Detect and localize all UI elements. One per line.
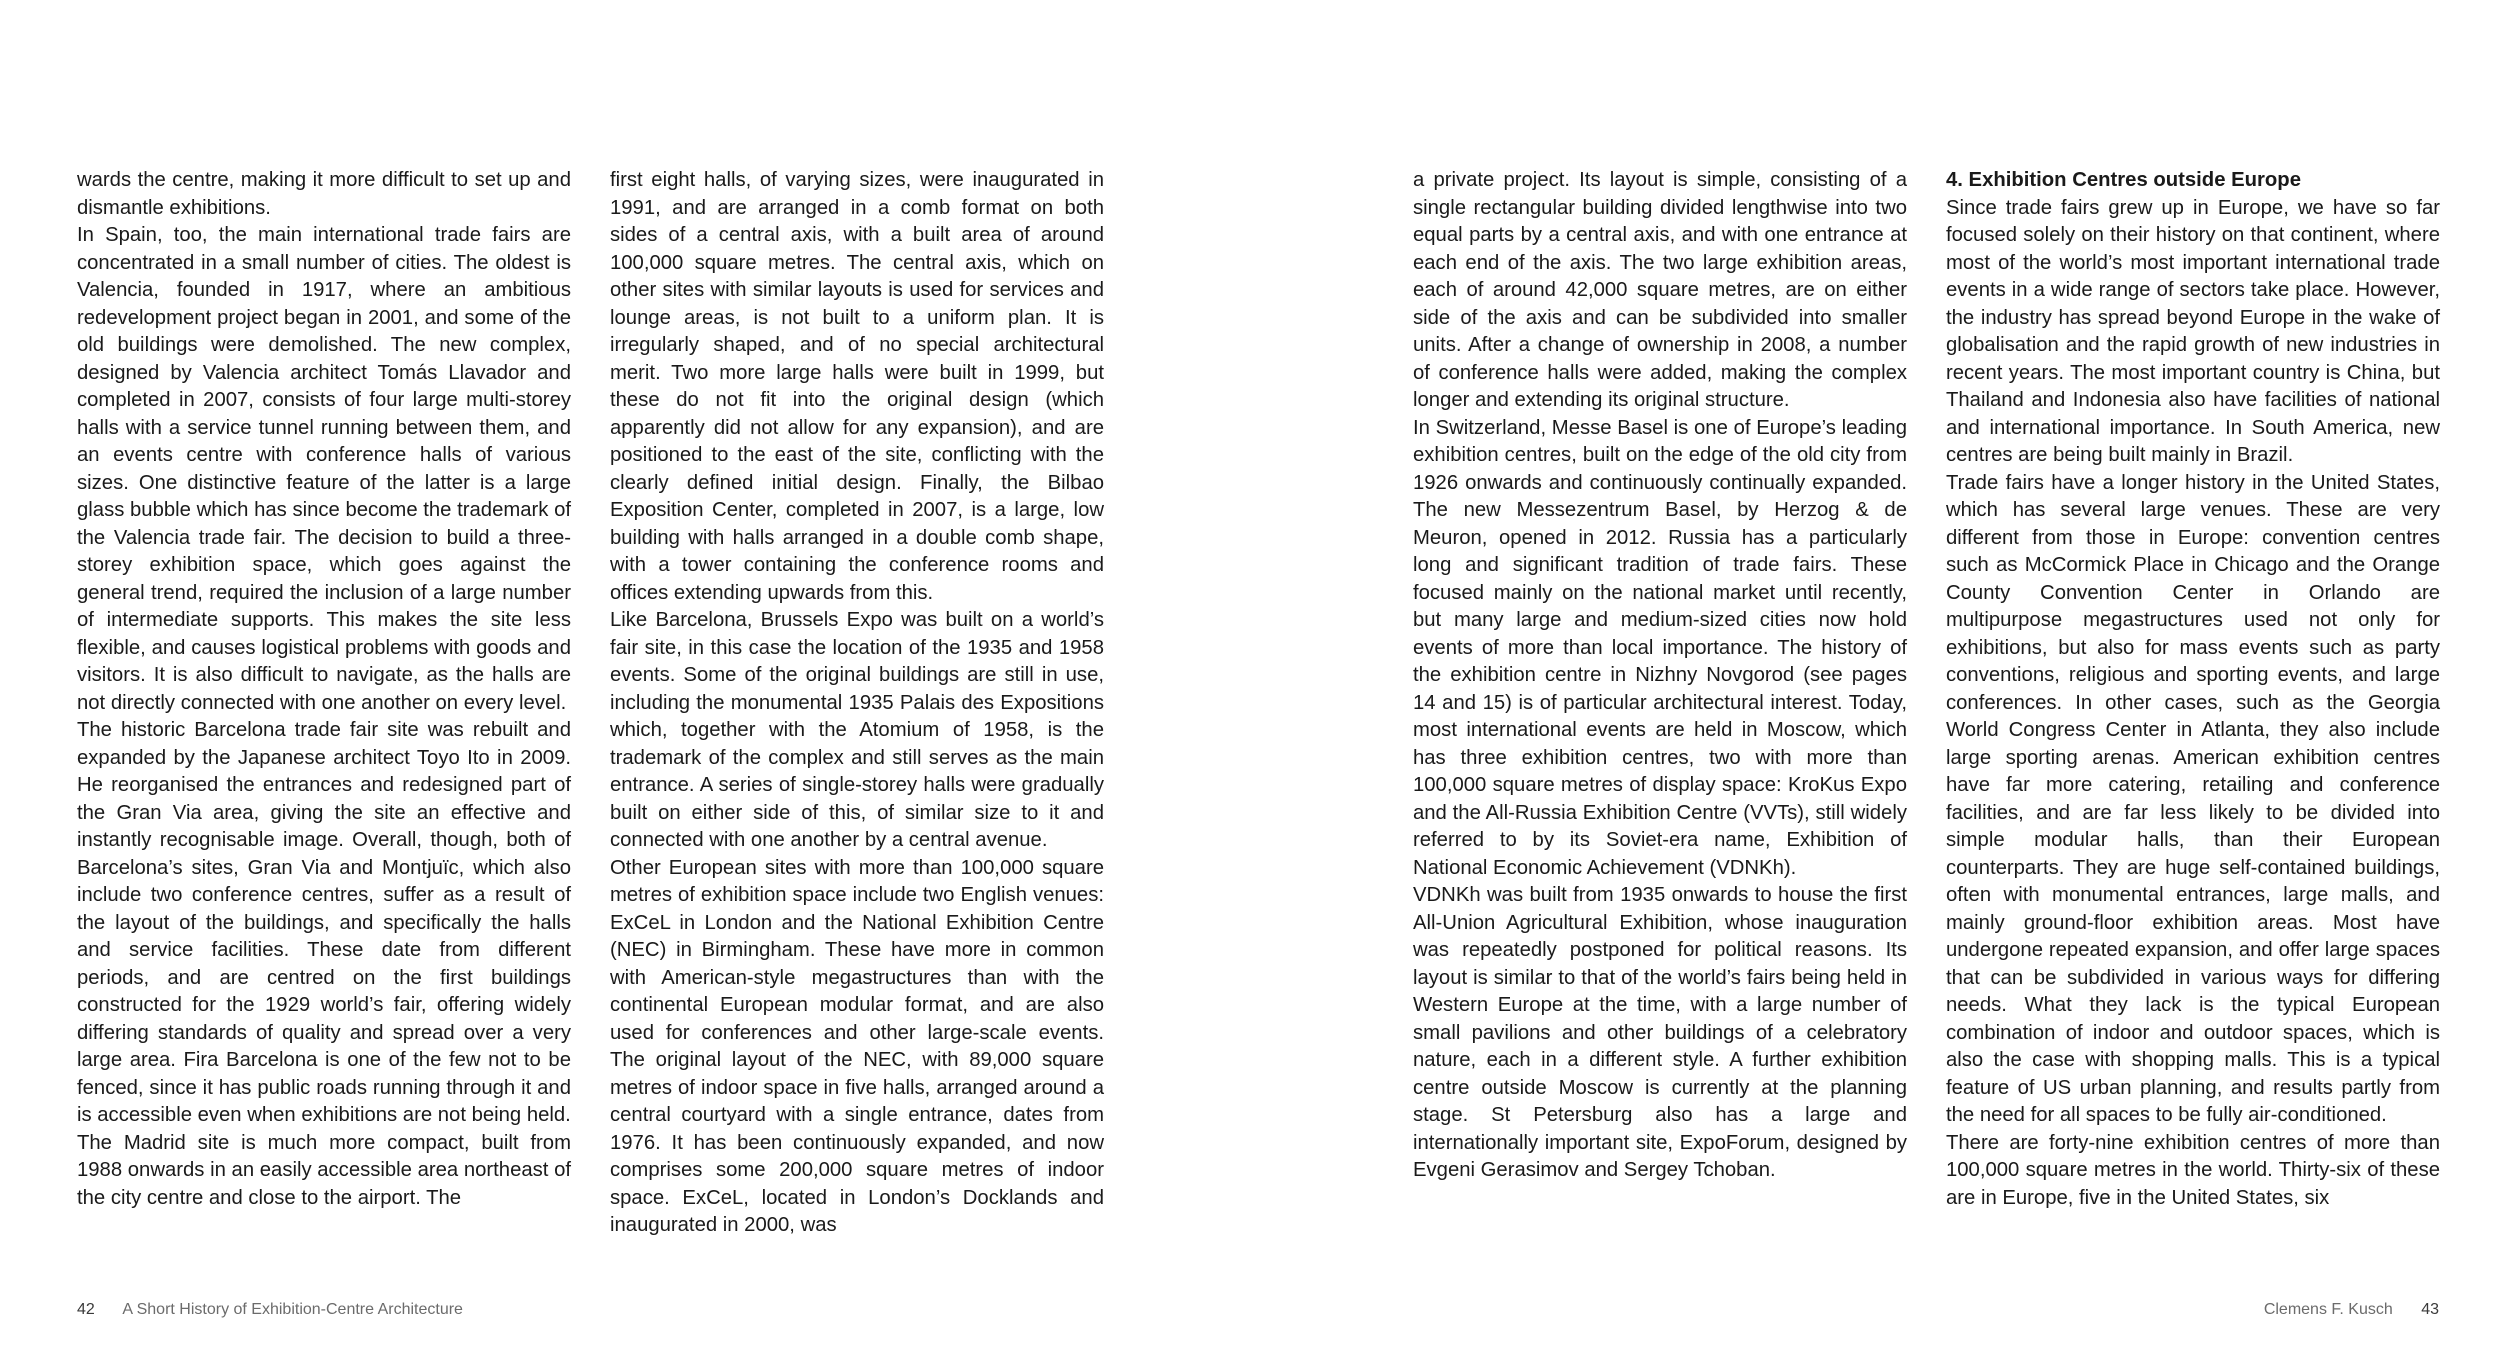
paragraph: Like Barcelona, Brussels Expo was built on a world’s fair site, in this case the location of the 1935 and 1958 events. Some of the original buildings are still in use, including the monumental 1935 Palais des Expositions which, together with the Atomium of 1958, is the trademark of the complex and still serves as the main entrance. A series of single-storey halls were gradually built on either side of this, of similar size to it and connected with one another by a central avenue.	[610, 609, 1104, 851]
paragraph: wards the centre, making it more difficult to set up and dismantle exhibitions.	[77, 169, 571, 219]
paragraph: The historic Barcelona trade fair site was rebuilt and expanded by the Japanese architect Toyo Ito in 2009. He reorganised the entrances and redesigned part of the Gran Via area, giving the site an effective and instantly recognisable image. Overall, though, both of Barcelona’s sites, Gran Via and Montjuïc, which also include two conference centres, suffer as a result of the layout of the buildings, and specifically the halls and service facilities. These date from different periods, and are centred on the first buildings constructed for the 1929 world’s fair, offering widely differing standards of quality and spread over a very large area. Fira Barcelona is one of the few not to be fenced, since it has public roads running through it and is accessible even when exhibitions are not being held.	[77, 719, 571, 1126]
author-name: Clemens F. Kusch	[2263, 1301, 2393, 1318]
left-page-column-1	[77, 167, 571, 1212]
paragraph: The Madrid site is much more compact, built from 1988 onwards in an easily accessible area northeast of the city centre and close to the airport. The	[77, 1131, 571, 1209]
right-page-column-1	[1413, 167, 1907, 1185]
running-title: A Short History of Exhibition-Centre Architecture	[122, 1301, 463, 1318]
paragraph: first eight halls, of varying sizes, were inaugurated in 1991, and are arranged in a comb format on both sides of a central axis, with a built area of around 100,000 square metres. The central axis, which on other sites with similar layouts is used for services and lounge areas, is not built to a uniform plan. It is irregularly shaped, and of no special architectural merit. Two more large halls were built in 1999, but these do not fit into the original design (which apparently did not allow for any expansion), and are positioned to the east of the site, conflicting with the clearly defined initial design. Finally, the Bilbao Exposition Center, completed in 2007, is a large, low building with halls arranged in a double comb shape, with a tower containing the conference rooms and offices extending upwards from this.	[610, 169, 1104, 604]
paragraph: There are forty-nine exhibition centres of more than 100,000 square metres in the world. Thirty-six of these are in Europe, five in the United States, six	[1946, 1131, 2440, 1209]
paragraph: VDNKh was built from 1935 onwards to house the first All-Union Agricultural Exhibition, whose inauguration was repeatedly postponed for political reasons. Its layout is similar to that of the world’s fairs being held in Western Europe at the time, with a large number of small pavilions and other buildings of a celebratory nature, each in a different style. A further exhibition centre outside Moscow is currently at the planning stage. St Petersburg also has a large and internationally important site, ExpoForum, designed by Evgeni Gerasimov and Sergey Tchoban.	[1413, 884, 1907, 1181]
paragraph: Other European sites with more than 100,000 square metres of exhibition space include two English venues: ExCeL in London and the National Exhibition Centre (NEC) in Birmingham. These have more in common with American-style megastructures than with the continental European modular format, and are also used for conferences and other large-scale events. The original layout of the NEC, with 89,000 square metres of indoor space in five halls, arranged around a central courtyard with a single entrance, dates from 1976. It has been continuously expanded, and now comprises some 200,000 square metres of indoor space. ExCeL, located in London’s Docklands and inaugurated in 2000, was	[610, 856, 1104, 1236]
paragraph: In Spain, too, the main international trade fairs are concentrated in a small number of cities. The oldest is Valencia, founded in 1917, where an ambitious redevelopment project began in 2001, and some of the old buildings were demolished. The new complex, designed by Valencia architect Tomás Llavador and completed in 2007, consists of four large multi-storey halls with a service tunnel running between them, and an events centre with conference halls of various sizes. One distinctive feature of the latter is a large glass bubble which has since become the trademark of the Valencia trade fair. The decision to build a three-storey exhibition space, which goes against the general trend, required the inclusion of a large number of intermediate supports. This makes the site less flexible, and causes logistical problems with goods and visitors. It is also difficult to navigate, as the halls are not directly connected with one another on every level.	[77, 224, 571, 714]
paragraph: Trade fairs have a longer history in the United States, which has several large venues. These are very different from those in Europe: convention centres such as McCormick Place in Chicago and the Orange County Convention Center in Orlando are multipurpose megastructures used not only for exhibitions, but also for mass events such as party conventions, religious and sporting events, and large conferences. In other cases, such as the Georgia World Congress Center in Atlanta, they also include large sporting arenas. American exhibition centres have far more catering, retailing and conference facilities, and are far less likely to be divided into simple modular halls, than their European counterparts. They are huge self-contained buildings, often with monumental entrances, large malls, and mainly ground-floor exhibition areas. Most have undergone repeated expansion, and offer large spaces that can be subdivided in various ways for differing needs. What they lack is the typical European combination of indoor and outdoor spaces, which is also the case with shopping malls. This is a typical feature of US urban planning, and results partly from the need for all spaces to be fully air-conditioned.	[1946, 471, 2440, 1126]
section-heading: 4. Exhibition Centres outside Europe	[1946, 169, 2301, 191]
paragraph: Since trade fairs grew up in Europe, we have so far focused solely on their history on that continent, where most of the world’s most important international trade events in a wide range of sectors take place. However, the industry has spread beyond Europe in the wake of globalisation and the rapid growth of new industries in recent years. The most important country is China, but Thailand and Indonesia also have facilities of national and international importance. In South America, new centres are being built mainly in Brazil.	[1946, 196, 2440, 466]
right-page-footer	[2264, 1300, 2439, 1320]
paragraph: a private project. Its layout is simple, consisting of a single rectangular building divided lengthwise into two equal parts by a central axis, and with one entrance at each end of the axis. The two large exhibition areas, each of around 42,000 square metres, are on either side of the axis and can be subdivided into smaller units. After a change of ownership in 2008, a number of conference halls were added, making the complex longer and extending its original structure.	[1413, 169, 1907, 411]
page-number: 43	[2421, 1301, 2439, 1318]
left-page-footer	[77, 1300, 463, 1320]
paragraph: In Switzerland, Messe Basel is one of Europe’s leading exhibition centres, built on the edge of the old city from 1926 onwards and continuously continually expanded. The new Messezentrum Basel, by Herzog & de Meuron, opened in 2012. Russia has a particularly long and significant tradition of trade fairs. These focused mainly on the national market until recently, but many large and medium-sized cities now hold events of more than local importance. The history of the exhibition centre in Nizhny Novgorod (see pages 14 and 15) is of particular architectural interest. Today, most international events are held in Moscow, which has three exhibition centres, two with more than 100,000 square metres of display space: KroKus Expo and the All-Russia Exhibition Centre (VVTs), still widely referred to by its Soviet-era name, Exhibition of National Economic Achievement (VDNKh).	[1413, 416, 1907, 879]
right-page-column-2	[1946, 167, 2440, 1212]
left-page-column-2	[610, 167, 1104, 1240]
page-number: 42	[77, 1301, 95, 1318]
